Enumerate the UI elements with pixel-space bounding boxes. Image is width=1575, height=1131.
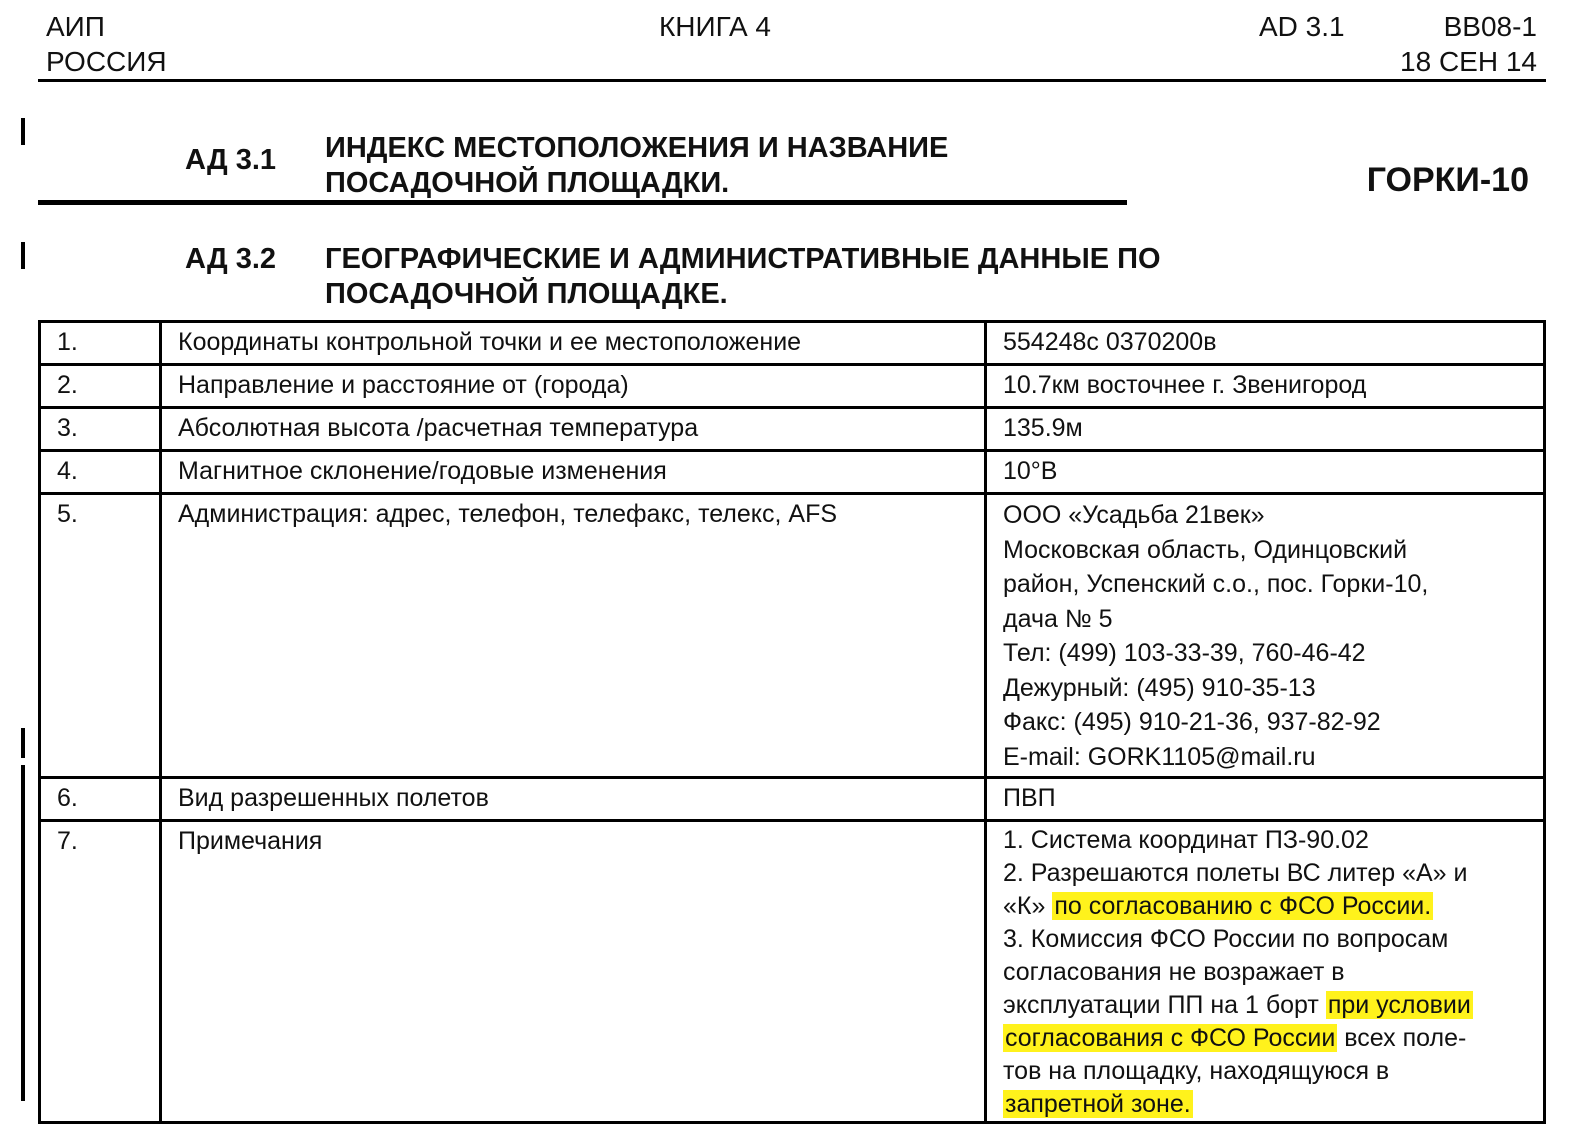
section-2-number: АД 3.2: [185, 243, 277, 275]
row-number: 4.: [40, 451, 161, 494]
header-rule: [38, 79, 1546, 82]
admin-line: ООО «Усадьба 21век»: [1003, 501, 1265, 529]
note-line: [1003, 890, 1527, 923]
admin-line: район, Успенский с.о., пос. Горки-10,: [1003, 570, 1429, 598]
note-text: эксплуатации ПП на 1 борт: [1003, 991, 1326, 1019]
header-date: 18 СЕН 14: [1400, 46, 1537, 77]
change-bar: [21, 765, 25, 1101]
note-text: всех поле-: [1337, 1024, 1467, 1052]
row-number: 3.: [40, 408, 161, 451]
note-line: [1003, 1055, 1527, 1088]
note-line: [1003, 923, 1527, 956]
admin-line: Московская область, Одинцовский: [1003, 535, 1408, 564]
note-text: тов на площадку, находящуюся в: [1003, 1057, 1390, 1085]
note-line: [1003, 824, 1527, 857]
row-label: Координаты контрольной точки и ее местоположение: [161, 322, 986, 365]
table-row: [40, 778, 1545, 821]
change-bar: [21, 242, 25, 269]
section-1-rule: [38, 200, 1127, 205]
row-value: 10°В: [986, 451, 1545, 494]
section-2-title-line2: ПОСАДОЧНОЙ ПЛОЩАДКЕ.: [325, 278, 728, 310]
note-text: согласования не возражает в: [1003, 958, 1345, 986]
table-row: [40, 494, 1545, 778]
row-value: 10.7км восточнее г. Звенигород: [986, 365, 1545, 408]
admin-line: Дежурный: (495) 910-35-13: [1003, 673, 1316, 702]
row-label: Магнитное склонение/годовые изменения: [161, 451, 986, 494]
highlighted-text: по согласованию с ФСО России.: [1054, 892, 1432, 920]
table-row: [40, 821, 1545, 1123]
administration-value: [986, 494, 1545, 778]
table-row: [40, 322, 1545, 365]
row-label: Примечания: [161, 821, 986, 1123]
admin-line: Факс: (495) 910-21-36, 937-82-92: [1003, 708, 1381, 736]
note-text: 1. Система координат ПЗ-90.02: [1003, 826, 1369, 854]
note-text: 3. Комиссия ФСО России по вопросам: [1003, 925, 1449, 953]
admin-line: дача № 5: [1003, 604, 1113, 633]
highlighted-text: запретной зоне.: [1005, 1090, 1191, 1118]
note-line: [1003, 956, 1527, 989]
section-2-title-line1: ГЕОГРАФИЧЕСКИЕ И АДМИНИСТРАТИВНЫЕ ДАННЫЕ ПО: [325, 243, 1161, 275]
row-value: ПВП: [986, 778, 1545, 821]
row-number: 7.: [40, 821, 161, 1123]
aerodrome-data-table: [38, 320, 1546, 1124]
row-number: 1.: [40, 322, 161, 365]
header-page-code: ВВ08-1: [1443, 11, 1537, 42]
change-bar: [21, 728, 25, 758]
note-line: [1003, 1088, 1527, 1121]
section-1-number: АД 3.1: [185, 144, 277, 176]
change-bar: [21, 118, 25, 145]
table-row: [40, 408, 1545, 451]
table-row: [40, 365, 1545, 408]
row-label: Абсолютная высота /расчетная температура: [161, 408, 986, 451]
header-section: AD 3.1: [1259, 11, 1345, 42]
row-label: Вид разрешенных полетов: [161, 778, 986, 821]
highlighted-text: при условии: [1327, 991, 1471, 1019]
highlighted-text: согласования с ФСО России: [1005, 1024, 1336, 1052]
note-line: [1003, 1022, 1527, 1055]
section-1-title-line1: ИНДЕКС МЕСТОПОЛОЖЕНИЯ И НАЗВАНИЕ: [325, 132, 949, 164]
header-aip: АИП: [46, 11, 105, 42]
header-country: РОССИЯ: [46, 46, 167, 77]
note-line: [1003, 857, 1527, 890]
row-number: 2.: [40, 365, 161, 408]
note-text: 2. Разрешаются полеты ВС литер «А» и: [1003, 859, 1468, 887]
row-value: 135.9м: [986, 408, 1545, 451]
notes-value: [986, 821, 1545, 1123]
section-1-title-line2: ПОСАДОЧНОЙ ПЛОЩАДКИ.: [325, 167, 730, 199]
admin-email: E-mail: GORK1105@mail.ru: [1003, 742, 1316, 771]
note-text: «К»: [1003, 892, 1053, 920]
row-label: Администрация: адрес, телефон, телефакс, телекс, AFS: [161, 494, 986, 778]
row-number: 5.: [40, 494, 161, 778]
site-name: ГОРКИ-10: [1366, 161, 1529, 199]
header-book: КНИГА 4: [659, 11, 771, 42]
table-row: [40, 451, 1545, 494]
row-number: 6.: [40, 778, 161, 821]
admin-line: Тел: (499) 103-33-39, 760-46-42: [1003, 639, 1366, 667]
row-value: 554248с 0370200в: [986, 322, 1545, 365]
row-label: Направление и расстояние от (города): [161, 365, 986, 408]
note-line: [1003, 989, 1527, 1022]
